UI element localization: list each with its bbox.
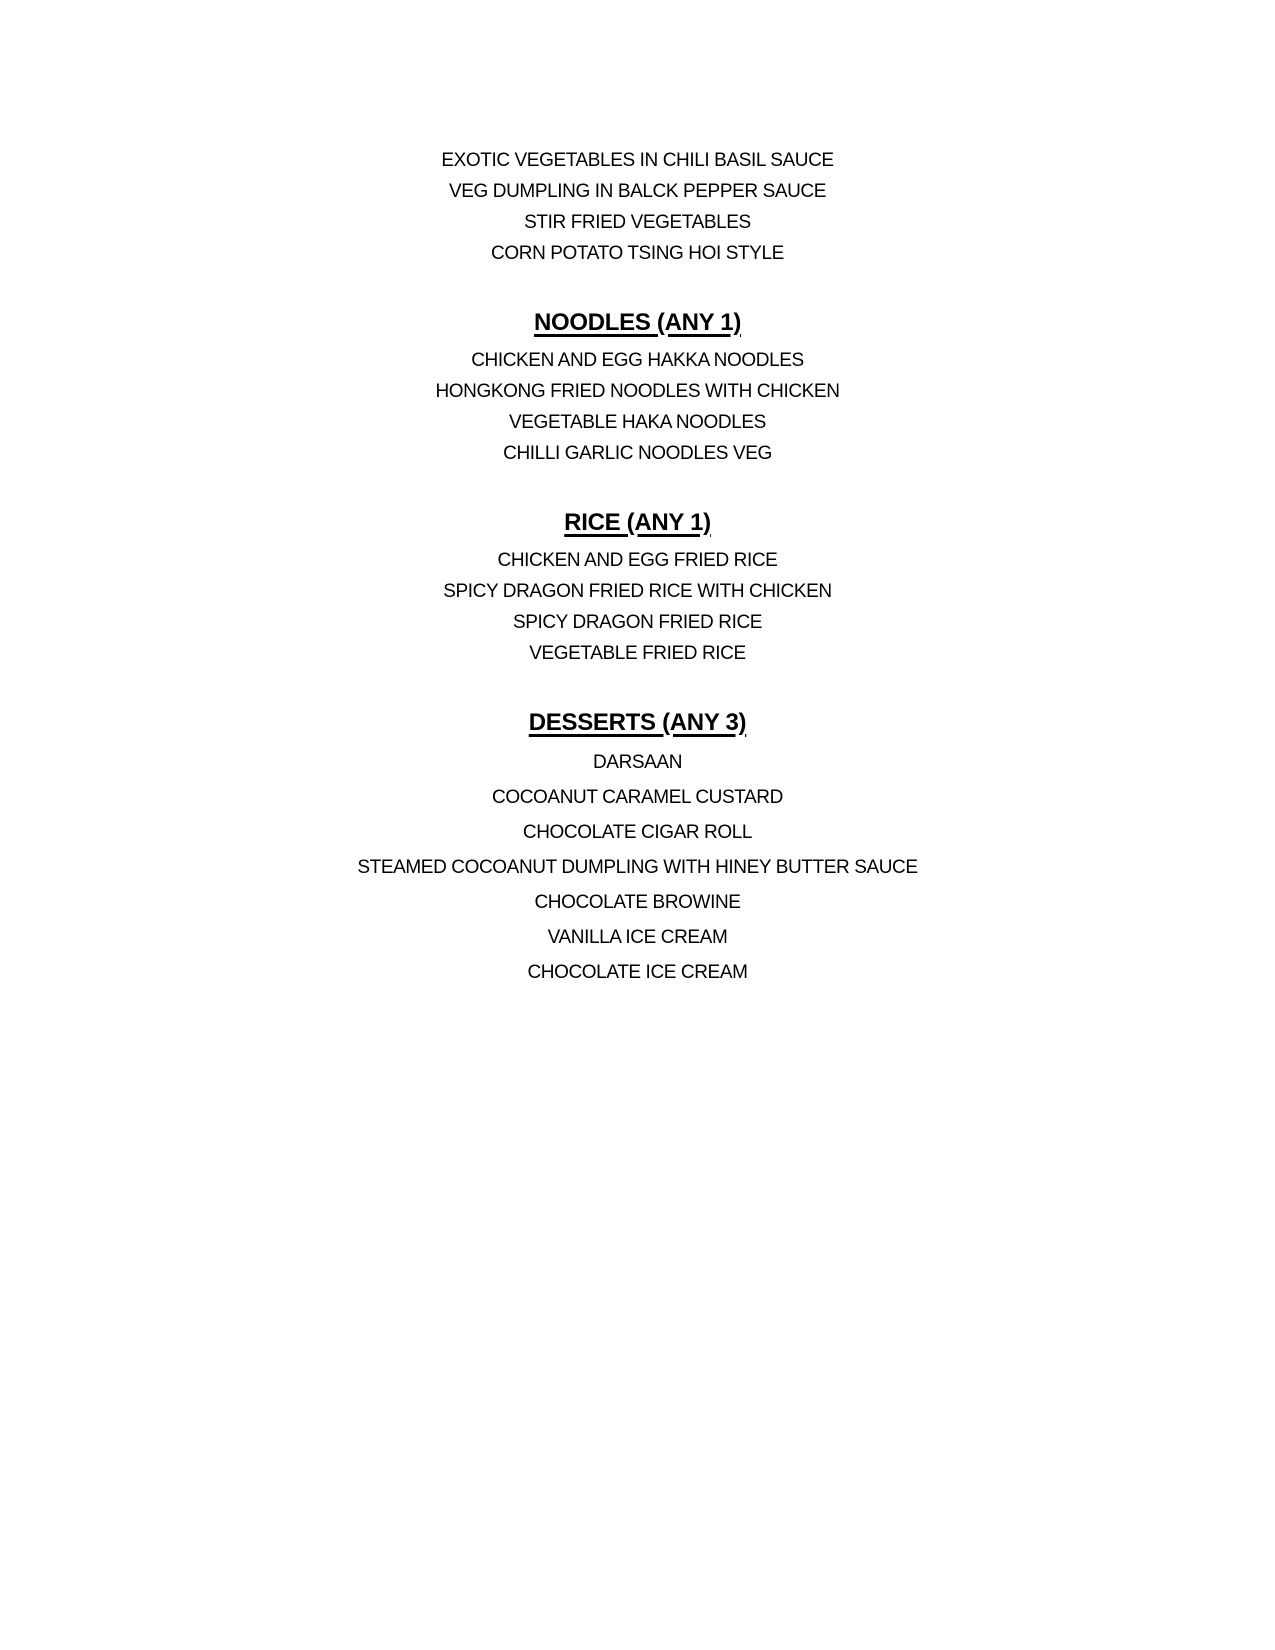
menu-item: CHILLI GARLIC NOODLES VEG bbox=[503, 443, 772, 464]
section-intro bbox=[0, 145, 1275, 269]
section-heading-noodles: NOODLES (ANY 1) bbox=[533, 309, 742, 336]
menu-item: SPICY DRAGON FRIED RICE WITH CHICKEN bbox=[443, 581, 832, 602]
menu-item: SPICY DRAGON FRIED RICE bbox=[512, 612, 763, 633]
menu-item: EXOTIC VEGETABLES IN CHILI BASIL SAUCE bbox=[441, 150, 834, 171]
menu-item: VEGETABLE FRIED RICE bbox=[529, 643, 746, 664]
menu-item: CHOCOLATE CIGAR ROLL bbox=[522, 822, 753, 843]
menu-item: DARSAAN bbox=[592, 752, 683, 773]
menu-item: VEGETABLE HAKA NOODLES bbox=[509, 412, 766, 433]
section-heading-rice: RICE (ANY 1) bbox=[564, 509, 711, 536]
section-noodles bbox=[0, 303, 1275, 469]
menu-item: HONGKONG FRIED NOODLES WITH CHICKEN bbox=[435, 381, 840, 402]
menu-item: STEAMED COCOANUT DUMPLING WITH HINEY BUTTER SAUCE bbox=[357, 857, 918, 878]
menu-item: STIR FRIED VEGETABLES bbox=[524, 212, 751, 233]
section-heading-desserts: DESSERTS (ANY 3) bbox=[528, 709, 747, 736]
menu-item: CHOCOLATE BROWINE bbox=[534, 892, 741, 913]
menu-item: COCOANUT CARAMEL CUSTARD bbox=[492, 787, 783, 808]
menu-item: VANILLA ICE CREAM bbox=[547, 927, 728, 948]
section-rice bbox=[0, 503, 1275, 669]
menu-item: CHICKEN AND EGG FRIED RICE bbox=[497, 550, 778, 571]
section-desserts bbox=[0, 703, 1275, 990]
menu-item: CHOCOLATE ICE CREAM bbox=[527, 962, 748, 983]
menu-item: CORN POTATO TSING HOI STYLE bbox=[491, 243, 784, 264]
menu-item: CHICKEN AND EGG HAKKA NOODLES bbox=[471, 350, 804, 371]
menu-item: VEG DUMPLING IN BALCK PEPPER SAUCE bbox=[448, 181, 827, 202]
